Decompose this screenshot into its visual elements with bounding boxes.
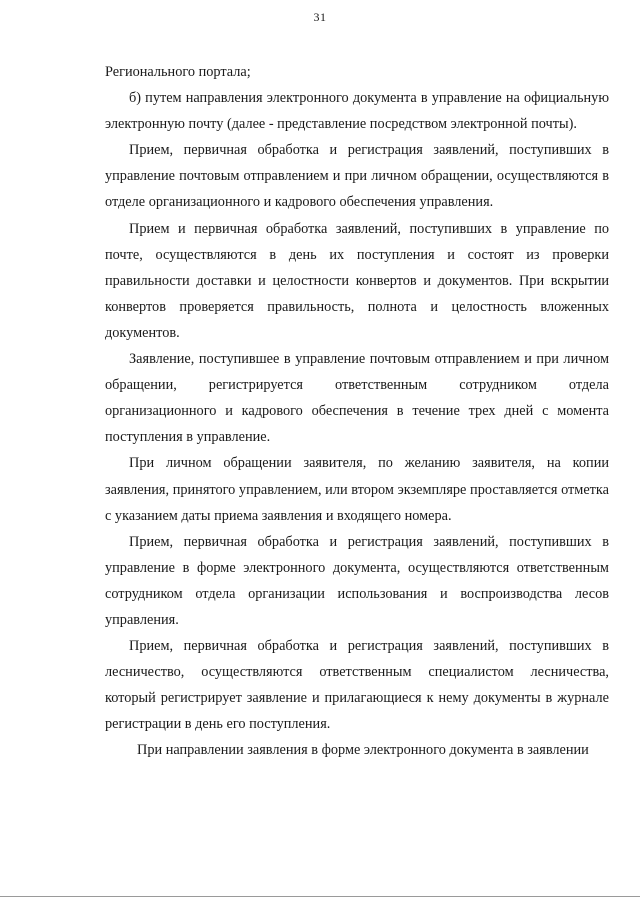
paragraph-continuation: Регионального портала; [105, 64, 251, 80]
paragraph-electronic-processing: Прием, первичная обработка и регистрация заявлений, поступивших в управление в форме электронного документа, осуществляются ответственным сотрудником отдела организации использования и воспроизводства лесов управления. [105, 533, 609, 628]
paragraph-mail-registration: Прием, первичная обработка и регистрация заявлений, поступивших в управление почтовым отправлением и при личном обращении, осуществляются в отделе организационного и кадрового обеспечения управления. [105, 142, 609, 211]
bottom-rule [0, 896, 640, 897]
paragraph-registration-deadline: Заявление, поступившее в управление почтовым отправлением и при личном обращении, регистрируется ответственным сотрудником отдела организационного и кадрового обеспечения в течение трех дней с момента поступления в управление. [105, 351, 609, 446]
paragraph-electronic-application: При направлении заявления в форме электронного документа в заявлении [137, 742, 589, 759]
paragraph-mail-processing: Прием и первичная обработка заявлений, поступивших в управление по почте, осуществляются в день их поступления и состоят из проверки правильности доставки и целостности конвертов и документов. При вскрытии конвертов проверяется правильность, полнота и целостность вложенных документов. [105, 220, 609, 341]
document-body [105, 59, 609, 764]
page-number: 31 [313, 10, 327, 24]
paragraph-forestry-processing: Прием, первичная обработка и регистрация заявлений, поступивших в лесничество, осуществляются ответственным специалистом лесничества, который регистрирует заявление и прилагающиеся к нему документы в журнале регистрации в день его поступления. [105, 638, 609, 733]
paragraph-email-submission: б) путем направления электронного документа в управление на официальную электронную почту (далее - представление посредством электронной почты). [105, 90, 609, 133]
paragraph-personal-visit: При личном обращении заявителя, по желанию заявителя, на копии заявления, принятого управлением, или втором экземпляре проставляется отметка с указанием даты приема заявления и входящего номера. [105, 455, 609, 524]
